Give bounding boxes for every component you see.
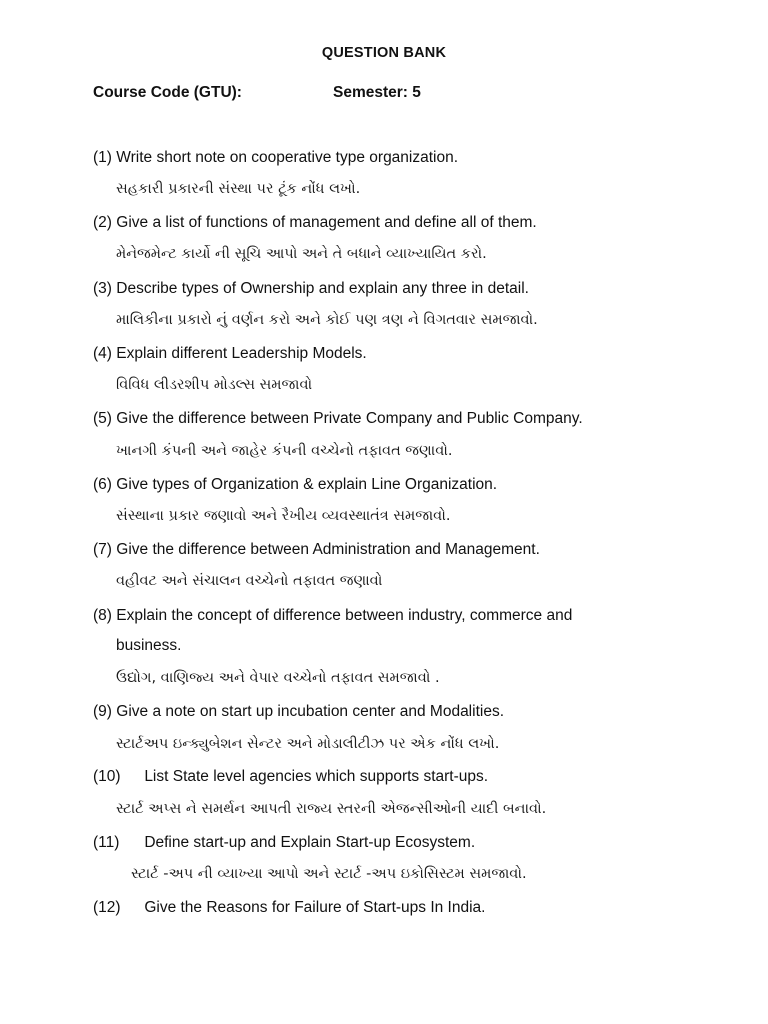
question-number: (4)	[93, 345, 112, 362]
question-text: Give the difference between Private Company and Public Company.	[116, 410, 583, 427]
question-text: Give types of Organization & explain Line Organization.	[116, 476, 498, 493]
question-number: (2)	[93, 214, 112, 231]
question-number: (9)	[93, 703, 112, 720]
question-7-gujarati: વહીવટ અને સંચાલન વચ્ચેનો તફાવત જણાવો	[116, 573, 383, 589]
question-number: (7)	[93, 541, 112, 558]
question-9	[93, 703, 504, 721]
question-text: Explain the concept of difference between industry, commerce and	[116, 607, 573, 624]
question-11	[93, 834, 475, 852]
question-number: (5)	[93, 410, 112, 427]
question-7	[93, 541, 540, 559]
question-text: Define start-up and Explain Start-up Ecosystem.	[144, 834, 476, 851]
question-2-gujarati: મેનેજમેન્ટ કાર્યો ની સૂચિ આપો અને તે બધાને વ્યાખ્યાયિત કરો.	[116, 246, 487, 262]
question-number: (8)	[93, 607, 112, 624]
question-4	[93, 345, 367, 363]
question-number: (6)	[93, 476, 112, 493]
page-title: QUESTION BANK	[321, 45, 447, 61]
question-number: (1)	[93, 149, 112, 166]
question-11-gujarati: સ્ટાર્ટ -અપ ની વ્યાખ્યા આપો અને સ્ટાર્ટ -અપ ઇકોસિસ્ટમ સમજાવો.	[131, 866, 527, 882]
question-8	[93, 607, 572, 625]
question-10-gujarati: સ્ટાર્ટ અપ્સ ને સમર્થન આપતી રાજ્ય સ્તરની એજન્સીઓની યાદી બનાવો.	[116, 801, 547, 817]
question-4-gujarati: વિવિધ લીડરશીપ મોડલ્સ સમજાવો	[116, 377, 313, 393]
question-1-gujarati: સહકારી પ્રકારની સંસ્થા પર ટૂંક નોંધ લખો.	[116, 181, 361, 197]
question-text: Give a note on start up incubation center and Modalities.	[116, 703, 505, 720]
question-text: Write short note on cooperative type organization.	[116, 149, 459, 166]
question-text: Describe types of Ownership and explain any three in detail.	[116, 280, 529, 297]
question-12	[93, 899, 485, 917]
question-3-gujarati: માલિકીના પ્રકારો નું વર્ણન કરો અને કોઈ પણ ત્રણ ને વિગતવાર સમજાવો.	[116, 312, 538, 328]
question-text: Give the difference between Administration and Management.	[116, 541, 540, 558]
question-text: List State level agencies which supports start-ups.	[144, 768, 489, 785]
question-number: (10)	[93, 768, 121, 785]
question-number: (11)	[93, 834, 120, 851]
semester-label: Semester: 5	[333, 84, 421, 101]
question-6-gujarati: સંસ્થાના પ્રકાર જણાવો અને રૈખીય વ્યવસ્થાતંત્ર સમજાવો.	[116, 508, 451, 524]
question-6	[93, 476, 497, 494]
course-code-label: Course Code (GTU):	[93, 84, 242, 101]
question-3	[93, 280, 529, 298]
question-5	[93, 410, 583, 428]
question-text: Explain different Leadership Models.	[116, 345, 367, 362]
question-number: (3)	[93, 280, 112, 297]
question-2	[93, 214, 537, 232]
question-9-gujarati: સ્ટાર્ટઅપ ઇન્ક્યુબેશન સેન્ટર અને મોડાલીટીઝ પર એક નોંધ લખો.	[116, 736, 500, 752]
question-10	[93, 768, 488, 786]
question-8-continuation: business.	[116, 637, 182, 654]
question-8-gujarati: ઉદ્યોગ, વાણિજ્ય અને વેપાર વચ્ચેનો તફાવત સમજાવો .	[116, 670, 440, 686]
question-number: (12)	[93, 899, 121, 916]
question-1	[93, 149, 458, 167]
question-5-gujarati: ખાનગી કંપની અને જાહેર કંપની વચ્ચેનો તફાવત જણાવો.	[116, 443, 453, 459]
question-text: Give the Reasons for Failure of Start-ups In India.	[144, 899, 486, 916]
question-text: Give a list of functions of management and define all of them.	[116, 214, 537, 231]
